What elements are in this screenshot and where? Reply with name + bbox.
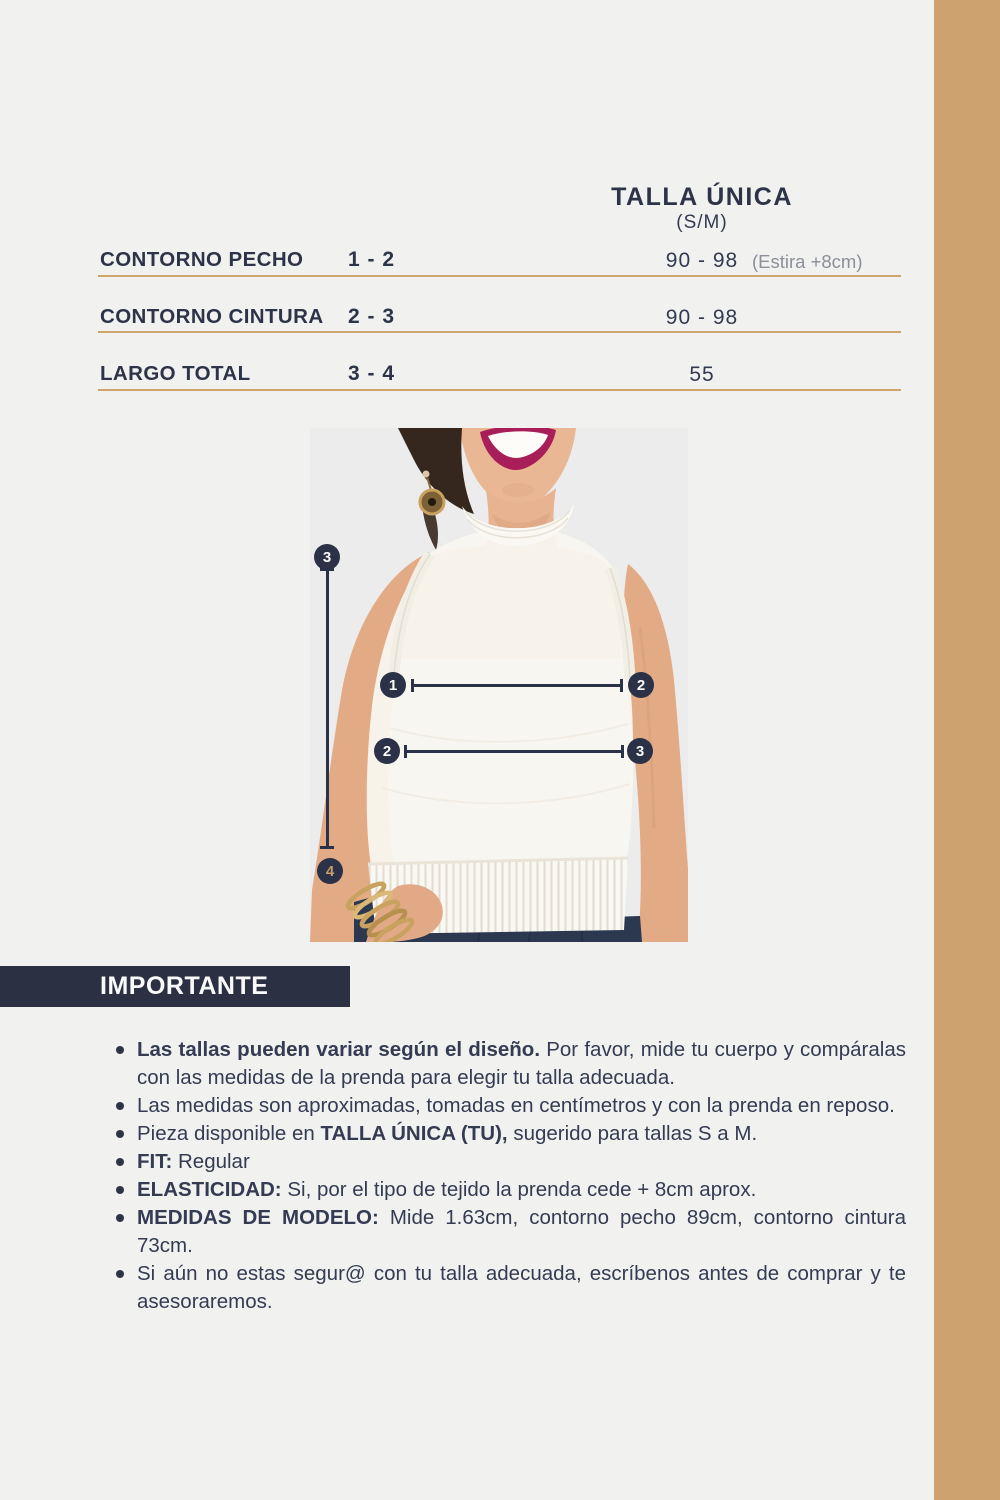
bullet-dot-icon bbox=[116, 1214, 124, 1222]
marker-digit: 1 bbox=[388, 676, 398, 694]
row-label: CONTORNO CINTURA bbox=[100, 305, 324, 328]
model-photo bbox=[310, 428, 688, 942]
bullet-text-bold: ELASTICIDAD: bbox=[137, 1178, 282, 1201]
marker-waist-left bbox=[374, 738, 400, 764]
bullet-text: sugerido para tallas S a M. bbox=[507, 1122, 758, 1145]
bullet-dot-icon bbox=[116, 1270, 124, 1278]
marker-waist-right bbox=[627, 738, 653, 764]
measure-line-chest-cap-right bbox=[620, 679, 623, 692]
bullet-dot-icon bbox=[116, 1158, 124, 1166]
importante-banner bbox=[0, 966, 350, 1007]
bullet-dot-icon bbox=[116, 1186, 124, 1194]
bullet-text: Si aún no estas segur@ con tu talla adecuada, escríbenos antes de comprar y te asesoraremos. bbox=[137, 1262, 906, 1313]
marker-digit: 3 bbox=[322, 548, 332, 566]
bullet-text: Regular bbox=[172, 1150, 250, 1173]
row-value: 90 - 98 bbox=[665, 249, 739, 272]
bullet-item bbox=[112, 1176, 906, 1204]
bullet-item bbox=[112, 1260, 906, 1316]
marker-length-top bbox=[314, 544, 340, 570]
row-label: CONTORNO PECHO bbox=[100, 248, 304, 271]
row-divider bbox=[98, 331, 901, 333]
table-row-chest bbox=[0, 248, 1000, 278]
size-column-title: TALLA ÚNICA bbox=[611, 183, 793, 211]
measure-line-waist-cap-right bbox=[621, 745, 624, 758]
bullet-text-bold: MEDIDAS DE MODELO: bbox=[137, 1206, 379, 1229]
size-column-subtitle: (S/M) bbox=[676, 212, 728, 233]
row-divider bbox=[98, 389, 901, 391]
bullet-item bbox=[112, 1204, 906, 1260]
bullet-text: Por favor, mide tu cuerpo y compáralas con las medidas de la prenda para elegir tu talla adecuada. bbox=[137, 1038, 906, 1089]
marker-chest-right bbox=[628, 672, 654, 698]
importante-bullet-list bbox=[112, 1036, 906, 1316]
accent-stripe bbox=[934, 0, 1000, 1500]
bullet-dot-icon bbox=[116, 1102, 124, 1110]
row-label: LARGO TOTAL bbox=[100, 362, 251, 385]
row-divider bbox=[98, 275, 901, 277]
bullet-item bbox=[112, 1148, 906, 1176]
measure-line-chest bbox=[411, 684, 623, 687]
marker-digit: 3 bbox=[635, 742, 645, 760]
bullet-text-bold: FIT: bbox=[137, 1150, 173, 1173]
table-row-length bbox=[0, 362, 1000, 392]
row-measure-points: 2 - 3 bbox=[348, 305, 396, 328]
bullet-text: Las medidas son aproximadas, tomadas en centímetros y con la prenda en reposo. bbox=[137, 1094, 895, 1117]
bullet-text-bold: Las tallas pueden variar según el diseño. bbox=[137, 1038, 541, 1061]
bullet-dot-icon bbox=[116, 1130, 124, 1138]
marker-length-bottom bbox=[317, 858, 343, 884]
measure-line-length bbox=[326, 568, 329, 846]
marker-digit: 2 bbox=[382, 742, 392, 760]
row-value: 55 bbox=[689, 363, 715, 386]
bullet-dot-icon bbox=[116, 1046, 124, 1054]
marker-chest-left bbox=[380, 672, 406, 698]
bullet-item bbox=[112, 1120, 906, 1148]
bullet-item bbox=[112, 1036, 906, 1092]
bullet-item bbox=[112, 1092, 906, 1120]
marker-digit: 2 bbox=[636, 676, 646, 694]
row-measure-points: 3 - 4 bbox=[348, 362, 396, 385]
measure-line-waist bbox=[404, 750, 623, 753]
bullet-text: Si, por el tipo de tejido la prenda cede + 8cm aprox. bbox=[281, 1178, 757, 1201]
marker-digit: 4 bbox=[325, 862, 335, 880]
bullet-text: Mide 1.63cm, contorno pecho 89cm, contorno cintura 73cm. bbox=[137, 1206, 906, 1257]
bullet-text: Pieza disponible en bbox=[137, 1122, 321, 1145]
row-value: 90 - 98 bbox=[665, 306, 739, 329]
importante-title: IMPORTANTE bbox=[100, 972, 269, 1000]
measure-line-length-cap-bottom bbox=[320, 846, 334, 849]
row-stretch-note: (Estira +8cm) bbox=[752, 251, 863, 272]
bullet-text-bold: TALLA ÚNICA (TU), bbox=[320, 1122, 508, 1145]
row-measure-points: 1 - 2 bbox=[348, 248, 396, 271]
